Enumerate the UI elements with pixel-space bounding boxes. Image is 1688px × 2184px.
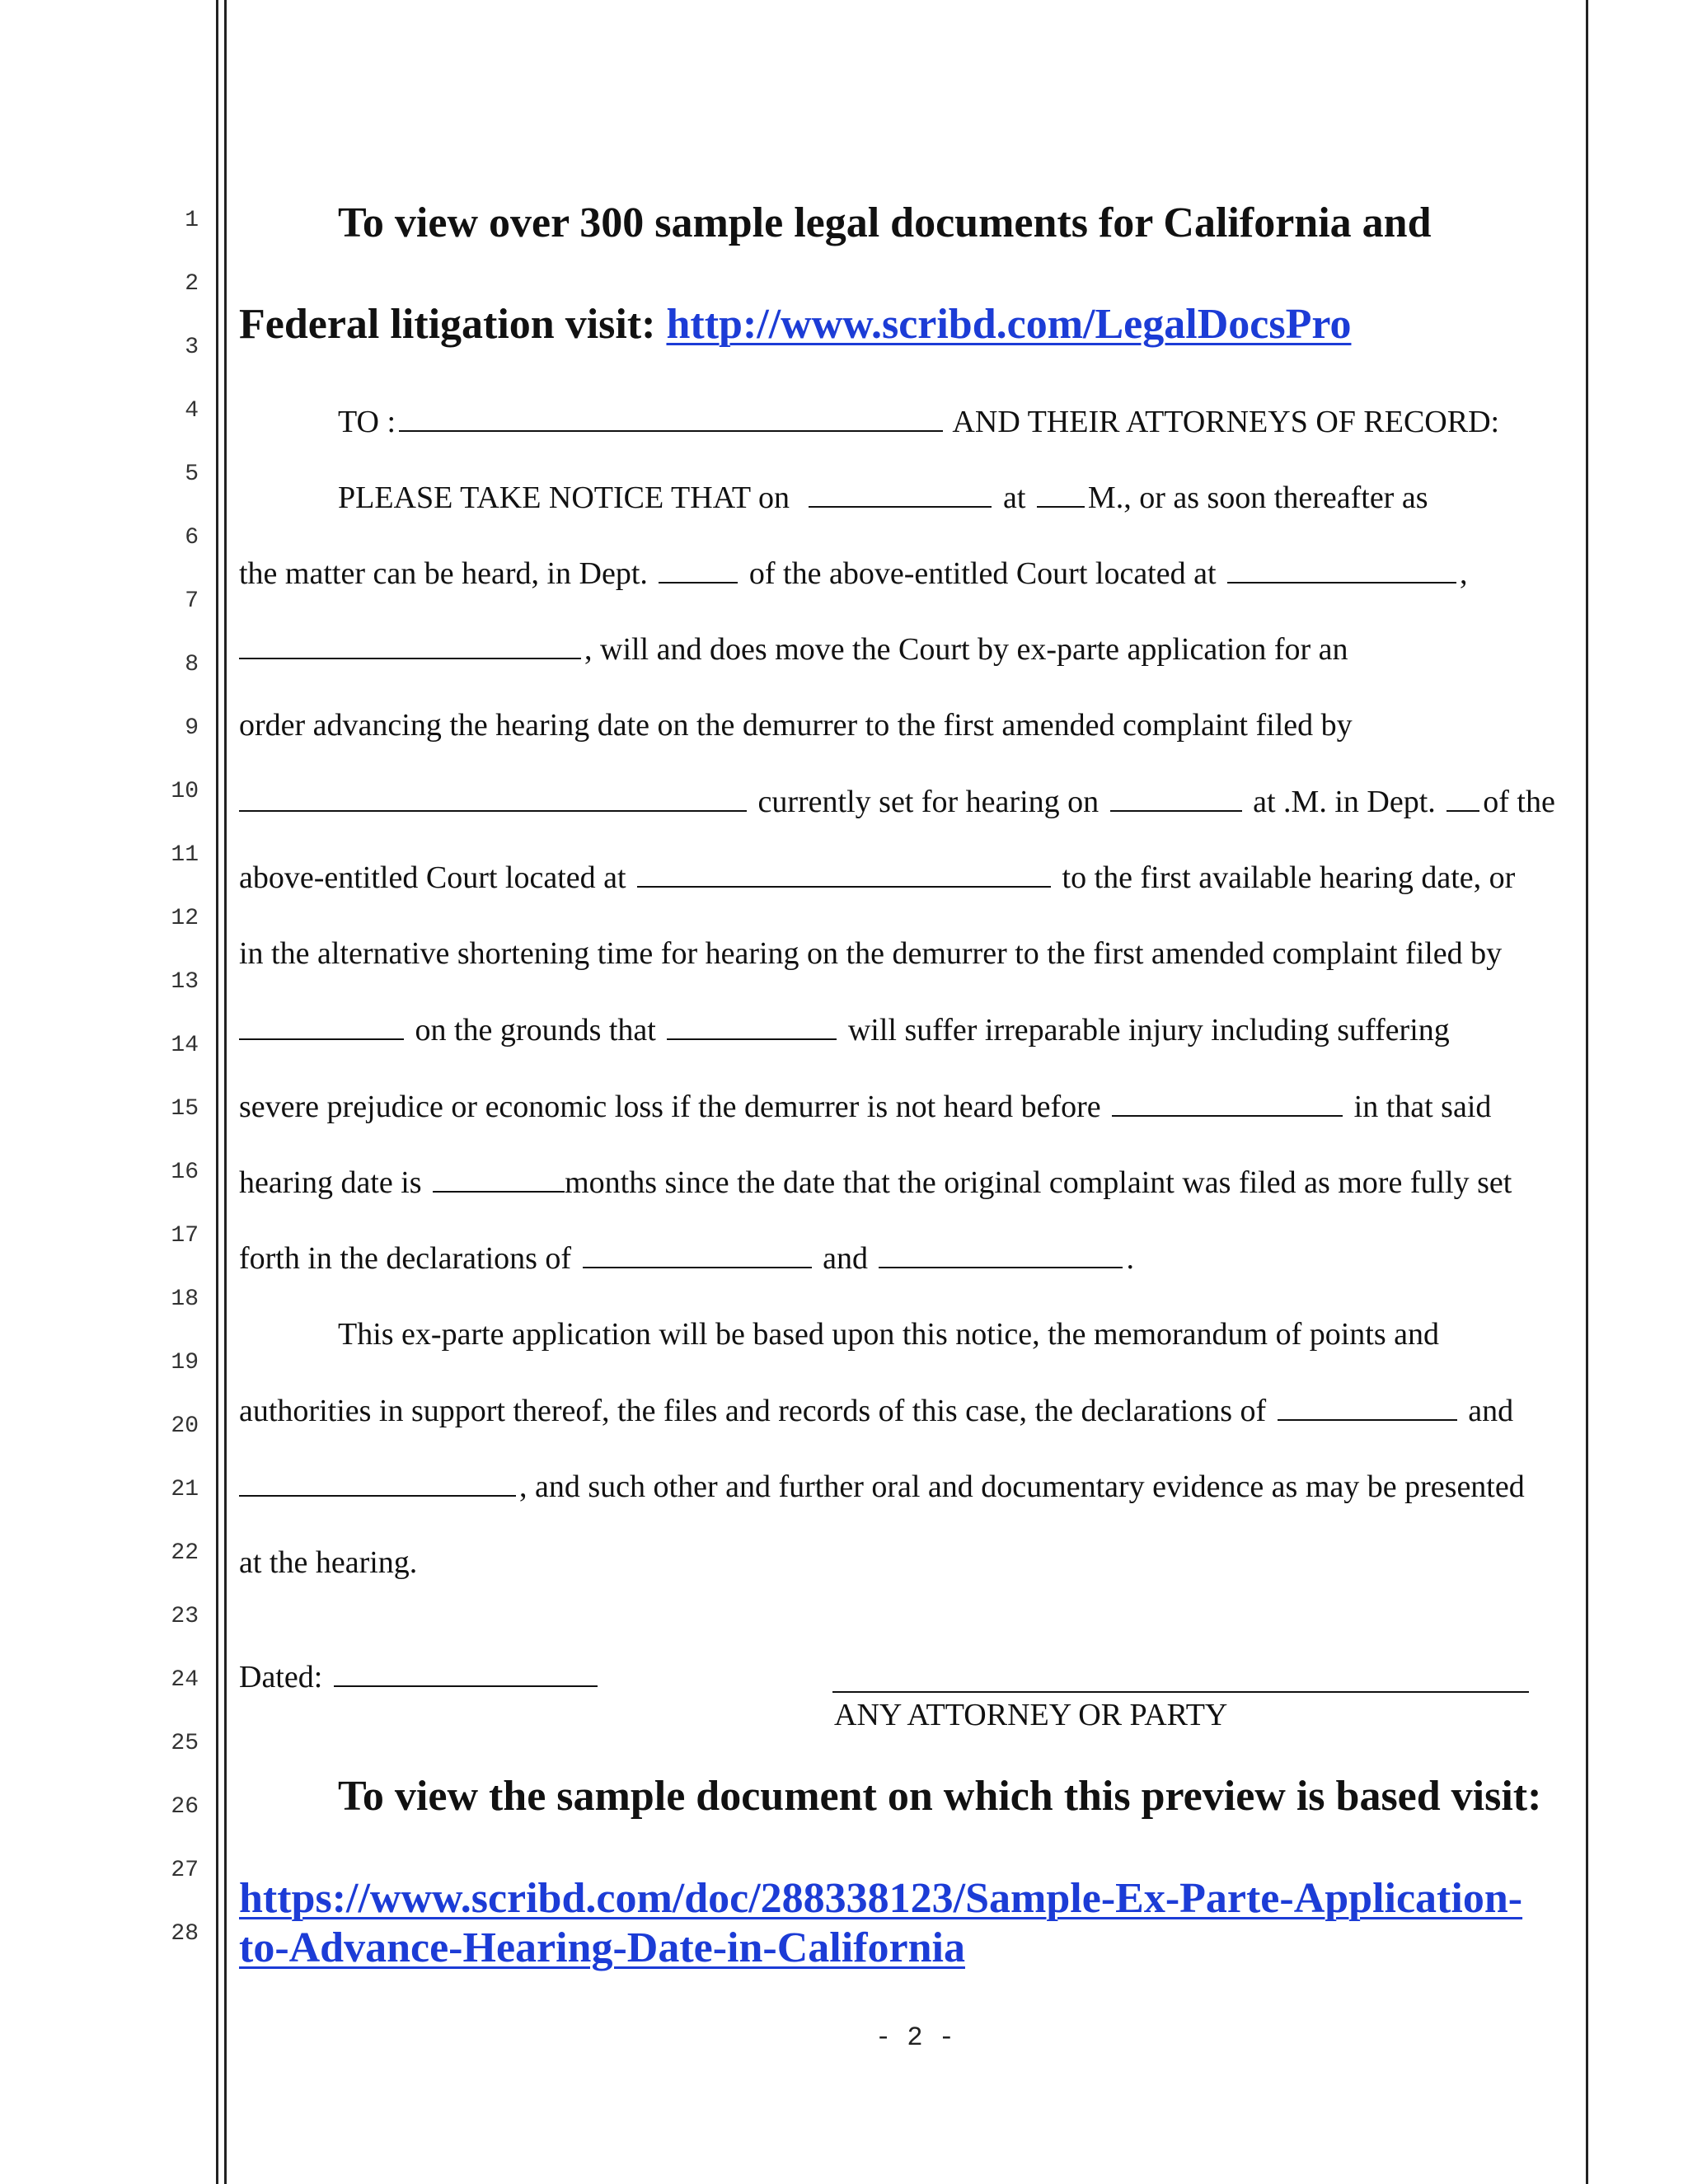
body-line-19: at the hearing. [239,1545,418,1580]
body-line-18 [239,1470,1525,1502]
line-number: 19 [171,1350,199,1376]
declarant-blank-4 [239,1470,516,1497]
time-blank [1037,481,1085,508]
body-text: , and such other and further oral and documentary evidence as may be presented [519,1469,1525,1504]
body-text: in that said [1346,1090,1492,1124]
body-text: of the [1483,785,1555,819]
body-line-17 [239,1394,1513,1427]
margin-line-left-inner [224,0,227,2184]
line-number: 14 [171,1033,199,1058]
to-label: TO : [338,405,396,439]
body-text: above-entitled Court located at [239,860,635,895]
line-number: 15 [171,1096,199,1122]
body-text: currently set for hearing on [750,785,1107,819]
line-number: 24 [171,1667,199,1693]
to-blank [399,405,943,432]
deadline-blank [1112,1090,1343,1117]
body-text: on the grounds that [407,1013,664,1047]
line-number: 28 [171,1921,199,1947]
line-number: 1 [185,208,199,233]
line-number: 21 [171,1477,199,1502]
line-number: 2 [185,271,199,297]
declarant-blank-3 [1278,1394,1457,1421]
filer-blank-2 [239,1014,404,1040]
body-line-13 [239,1090,1491,1122]
body-line-12 [239,1014,1450,1046]
dept-blank [659,557,738,583]
line-number: 5 [185,462,199,487]
body-line-11: in the alternative shortening time for hearing on the demurrer to the first amended complaint filed by [239,936,1503,971]
notice-text-c: M., or as soon thereafter as [1087,480,1428,515]
declarant-blank-1 [583,1242,812,1268]
line-number: 3 [185,335,199,360]
body-line-14 [239,1166,1512,1198]
party-blank [667,1014,837,1040]
margin-line-right [1586,0,1588,2184]
legaldocspro-link[interactable]: http://www.scribd.com/LegalDocsPro [666,301,1352,348]
filer-blank [239,785,747,812]
hearing-date-blank [1110,785,1242,812]
body-line-8: order advancing the hearing date on the demurrer to the first amended complaint filed by [239,708,1353,743]
body-text: months since the date that the original complaint was filed as more fully set [565,1165,1512,1200]
line-number: 12 [171,906,199,931]
body-text: the matter can be heard, in Dept. [239,556,656,591]
dated-line [239,1661,601,1693]
line-number: 20 [171,1413,199,1439]
body-text: to the first available hearing date, or [1054,860,1516,895]
body-text: forth in the declarations of [239,1241,579,1276]
body-line-6 [239,557,1468,589]
promo-footer-heading: To view the sample document on which this preview is based visit: [338,1773,1542,1820]
signer-label: ANY ATTORNEY OR PARTY [834,1698,1228,1732]
line-number: 13 [171,969,199,995]
line-number: 10 [171,779,199,804]
line-number: 23 [171,1604,199,1629]
promo-heading-prefix: Federal litigation visit: [239,301,667,348]
body-line-15 [239,1242,1134,1274]
address-blank [239,633,581,659]
line-number: 22 [171,1540,199,1566]
line-number: 8 [185,652,199,677]
line-number: 11 [171,842,199,868]
signature-line [832,1691,1529,1693]
to-suffix: AND THEIR ATTORNEYS OF RECORD: [946,405,1500,439]
line-number: 18 [171,1286,199,1312]
body-text: severe prejudice or economic loss if the demurrer is not heard before [239,1090,1109,1124]
notice-line [338,481,1428,513]
court-location-blank [637,861,1051,888]
body-text: of the above-entitled Court located at [741,556,1225,591]
to-line [338,405,1499,438]
margin-line-left-outer [216,0,218,2184]
body-line-16: This ex-parte application will be based upon this notice, the memorandum of points and [338,1317,1440,1352]
page-number: - 2 - [874,2022,954,2053]
body-text: . [1126,1241,1134,1276]
body-text: and [814,1241,876,1276]
notice-text-b: at [995,480,1034,515]
location-blank [1227,557,1456,583]
body-line-9 [239,785,1555,818]
notice-text-a: PLEASE TAKE NOTICE THAT on [338,480,798,515]
body-text: , [1460,556,1468,591]
line-number: 17 [171,1223,199,1249]
line-number: 4 [185,398,199,424]
promo-heading-line1: To view over 300 sample legal documents for California and [338,199,1432,246]
sample-document-link-line1[interactable]: https://www.scribd.com/doc/288338123/Sample-Ex-Parte-Application- [239,1875,1523,1922]
body-line-7 [239,633,1348,665]
line-number: 7 [185,588,199,614]
line-number: 26 [171,1794,199,1820]
line-number: 27 [171,1858,199,1883]
dated-label: Dated: [239,1660,331,1694]
body-text: will suffer irreparable injury including suffering [840,1013,1450,1047]
promo-heading-line2 [239,303,1351,346]
body-text: hearing date is [239,1165,430,1200]
body-text: at .M. in Dept. [1245,785,1444,819]
months-blank [433,1166,565,1193]
dept-blank-2 [1447,785,1479,812]
body-line-10 [239,861,1515,893]
body-text: and [1460,1394,1514,1428]
line-number: 16 [171,1160,199,1185]
body-text: authorities in support thereof, the files and records of this case, the declarations of [239,1394,1274,1428]
line-number: 9 [185,715,199,741]
sample-document-link-line2[interactable]: to-Advance-Hearing-Date-in-California [239,1924,965,1971]
declarant-blank-2 [879,1242,1123,1268]
line-number: 6 [185,525,199,551]
body-text: , will and does move the Court by ex-parte application for an [584,632,1348,667]
dated-blank [334,1661,598,1687]
line-number: 25 [171,1731,199,1756]
date-blank [809,481,992,508]
